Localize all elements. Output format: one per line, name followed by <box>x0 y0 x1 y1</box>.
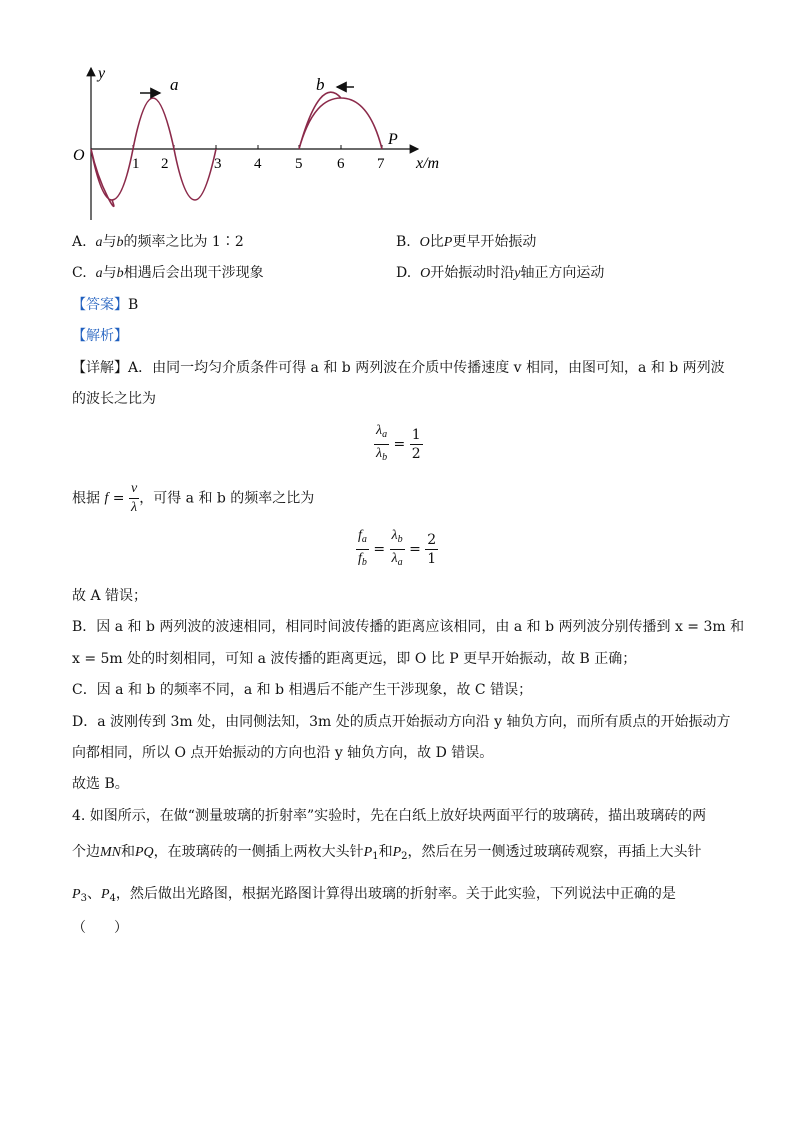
option-b: B. O比P更早开始振动 <box>396 234 537 250</box>
detail-line-3: 根据 f = $\frac{v}{\lambda}$ ，可得 a 和 b 的频率之比为 <box>72 481 315 515</box>
tick-label: 3 <box>214 156 222 172</box>
x-axis-label: x/m <box>416 155 440 172</box>
tick-label: 7 <box>377 156 385 172</box>
tick-marks <box>133 145 382 149</box>
q4-line-3: $P_3$、$P_4$，然后做出光路图，根据光路图计算得出玻璃的折射率。关于此实验，下列说法中正确的是 <box>72 886 676 904</box>
answer-line: 【答案】B <box>72 297 139 313</box>
detail-line-8: D．a 波刚传到 3m 处，由同侧法知，3m 处的质点开始振动方向沿 y 轴负方向，而所有质点的开始振动方 <box>72 714 731 730</box>
detail-line-7: C．因 a 和 b 的频率不同，a 和 b 相遇后不能产生干涉现象，故 C 错误； <box>72 682 533 698</box>
wave-a-label: a <box>170 75 179 94</box>
q4-line-1: 4. 如图所示，在做“测量玻璃的折射率”实验时，先在白纸上放好块两面平行的玻璃砖，描出玻璃砖的两 <box>72 808 707 824</box>
wave-b-label: b <box>316 75 325 94</box>
detail-line-5: B．因 a 和 b 两列波的波速相同，相同时间波传播的距离应该相同，由 a 和 b 两列波分别传播到 x = 3m 和 <box>72 619 745 635</box>
tick-label: 1 <box>132 156 140 172</box>
detail-line-1: 【详解】A．由同一均匀介质条件可得 a 和 b 两列波在介质中传播速度 v 相同，由图可知，a 和 b 两列波 <box>72 360 725 376</box>
tick-label: 4 <box>254 156 262 172</box>
tick-label: 2 <box>161 156 169 172</box>
origin-label: O <box>73 147 85 164</box>
detail-line-10: 故选 B。 <box>72 776 129 792</box>
analysis-tag: 【解析】 <box>72 328 128 344</box>
wave-a-curve <box>91 98 216 206</box>
option-d: D. O开始振动时沿y轴正方向运动 <box>396 265 605 281</box>
wave-b-curve <box>299 92 382 149</box>
detail-line-9: 向都相同，所以 O 点开始振动的方向也沿 y 轴负方向，故 D 错误。 <box>72 745 494 761</box>
detail-line-2: 的波长之比为 <box>72 391 156 407</box>
option-a: A. a与b的频率之比为 1∶2 <box>72 234 244 250</box>
detail-line-4: 故 A 错误； <box>72 588 148 604</box>
q4-answer-paren: （ ） <box>72 920 128 936</box>
y-axis-label: y <box>98 65 106 82</box>
q4-line-2: 个边MN和PQ，在玻璃砖的一侧插上两枚大头针$P_1$和$P_2$，然后在另一侧透过玻璃砖观察，再插上大头针 <box>72 844 702 862</box>
option-c: C. a与b相遇后会出现干涉现象 <box>72 265 264 281</box>
wave-figure <box>60 60 460 230</box>
frequency-ratio-formula: $\frac{f_a}{f_b}$ = $\frac{\lambda_b}{\lambda_a}$ = $\frac{2}{1}$ <box>358 528 437 568</box>
wavelength-ratio-formula: $\frac{\lambda_a}{\lambda_b}$ = $\frac{1}{2}$ <box>376 423 421 463</box>
tick-label: 6 <box>337 156 345 172</box>
detail-line-6: x = 5m 处的时刻相同，可知 a 波传播的距离更远，即 O 比 P 更早开始振动，故 B 正确； <box>72 651 637 667</box>
tick-label: 5 <box>295 156 303 172</box>
point-p-label: P <box>388 131 398 148</box>
